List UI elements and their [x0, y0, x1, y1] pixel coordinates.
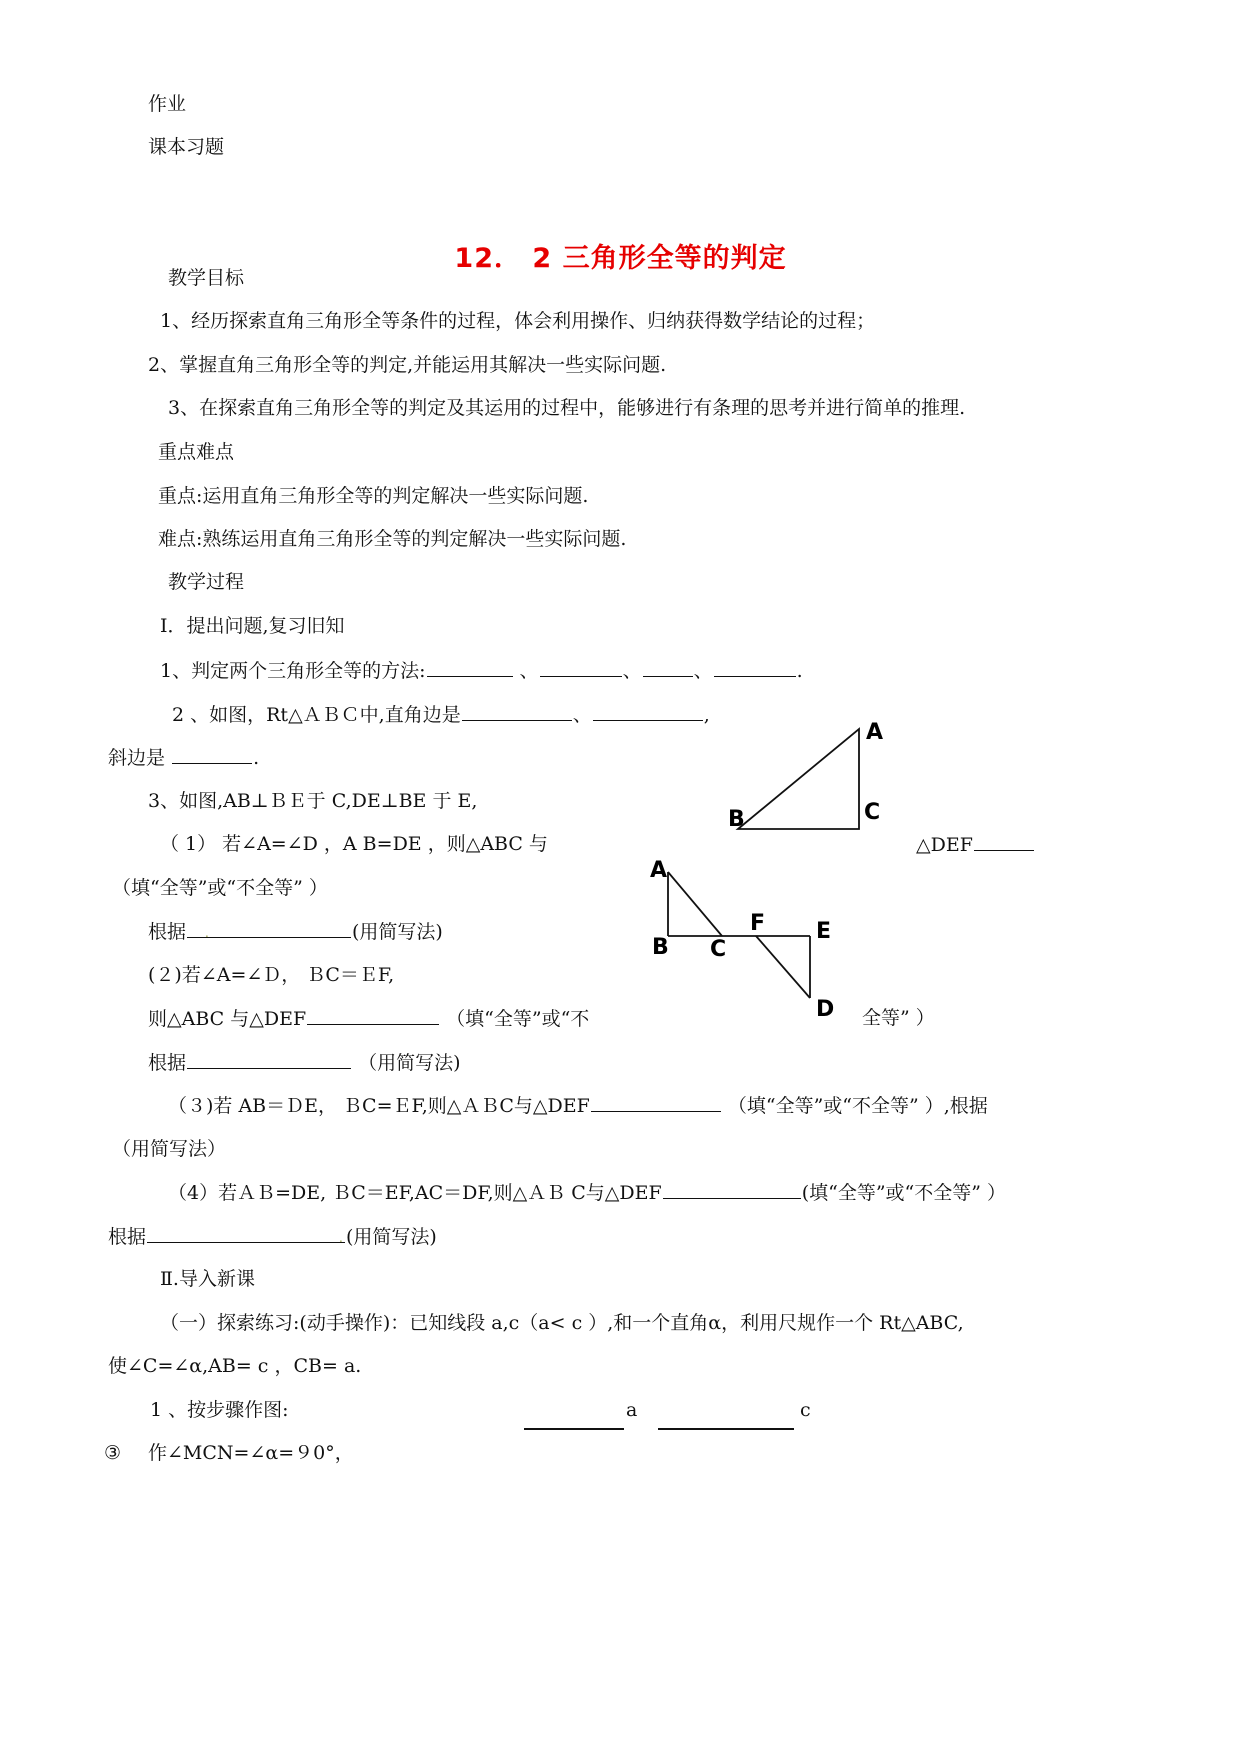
- answer-blank: [172, 745, 252, 764]
- objective-item-3: 3、在探索直角三角形全等的判定及其运用的过程中，能够进行有条理的思考并进行简单的推理.: [168, 397, 966, 419]
- hypotenuse-label: 斜边是: [108, 747, 166, 769]
- abbr-hint-3: （用简写法）: [112, 1138, 227, 1160]
- question-3-2-prefix: 则△ABC 与△DEF: [148, 1008, 307, 1030]
- answer-blank: [663, 1180, 801, 1199]
- key-point: 重点:运用直角三角形全等的判定解决一些实际问题.: [158, 485, 589, 507]
- question-3-3: [168, 1093, 988, 1118]
- segment-a-label: a: [626, 1399, 638, 1421]
- fill-hint-2-end: 全等” ）: [862, 1007, 935, 1029]
- vertex-label-a: A: [866, 720, 884, 745]
- answer-blank: [974, 832, 1034, 851]
- explore-text-2: 使∠C=∠α,AB= c ，CB= a.: [108, 1355, 362, 1377]
- fill-hint-3: （填“全等”或“不全等” ）,根据: [727, 1095, 988, 1117]
- question-3-4: [168, 1180, 1006, 1205]
- answer-blank: [462, 702, 572, 721]
- answer-blank: [187, 1050, 351, 1069]
- textbook-exercises-label: 课本习题: [148, 136, 225, 158]
- question-3-1-text: （ 1） 若∠A=∠D ，A B=DE ，则△ABC 与: [160, 833, 548, 855]
- segment-ac: [668, 872, 722, 936]
- question-3-2-basis: [148, 1050, 460, 1075]
- section-1-heading: Ⅰ．提出问题,复习旧知: [160, 615, 345, 637]
- vertex-label-c: C: [864, 800, 881, 825]
- page-title: 12． 2 三角形全等的判定: [454, 243, 787, 274]
- segment-fd: [756, 936, 810, 998]
- question-1: 1、判定两个三角形全等的方法: 、 、 、 .: [160, 660, 803, 682]
- objective-item-2: 2、掌握直角三角形全等的判定,并能运用其解决一些实际问题.: [148, 354, 667, 376]
- difficulty-point: 难点:熟练运用直角三角形全等的判定解决一些实际问题.: [158, 528, 627, 550]
- vertex-label-e: E: [816, 919, 832, 944]
- vertex-label-c: C: [710, 937, 727, 962]
- answer-blank: [427, 658, 513, 677]
- section-2-heading: Ⅱ.导入新课: [160, 1268, 255, 1290]
- question-3-intro: 3、如图,AB⊥ＢＥ于 C,DE⊥BE 于 E,: [148, 790, 478, 812]
- vertex-label-d: D: [816, 997, 835, 1022]
- question-2: 2 、如图，Rt△ＡＢＣ中,直角边是 、 ,: [172, 704, 710, 726]
- question-2-hypotenuse: 斜边是 .: [108, 747, 260, 769]
- basis-label: 根据: [148, 921, 187, 943]
- vertex-label-a: A: [650, 858, 668, 883]
- basis-label: 根据: [148, 1052, 187, 1074]
- segment-c: [658, 1428, 794, 1430]
- step-make-angle: 作∠MCN=∠α=９0°，: [148, 1442, 354, 1464]
- question-2-text: 2 、如图，Rt△ＡＢＣ中,直角边是: [172, 704, 461, 726]
- homework-label: 作业: [148, 93, 187, 115]
- answer-blank: [307, 1006, 439, 1025]
- answer-blank: [643, 658, 693, 677]
- triangle-abc: [738, 729, 859, 829]
- answer-blank: [714, 658, 796, 677]
- fill-hint-1: （填“全等”或“不全等” ）: [112, 877, 328, 899]
- question-3-1-blank: [916, 832, 1035, 857]
- question-3-1-basis: [148, 919, 443, 944]
- fill-hint-2: （填“全等”或“不: [446, 1008, 590, 1030]
- step-circle-number: ③: [104, 1442, 122, 1464]
- figure-two-triangles: [640, 850, 850, 1030]
- question-1-text: 1、判定两个三角形全等的方法:: [160, 660, 426, 682]
- abbr-hint: (用简写法): [352, 921, 443, 943]
- objective-item-1: 1、经历探索直角三角形全等条件的过程，体会利用操作、归纳获得数学结论的过程；: [160, 310, 876, 332]
- segment-a: [524, 1428, 624, 1430]
- question-3-3-text: （３)若 AB＝ＤE， ＢC=ＥF,则△ＡＢC与△DEF: [168, 1095, 590, 1117]
- vertex-label-b: B: [652, 935, 669, 960]
- answer-blank: [591, 1093, 721, 1112]
- objectives-heading: 教学目标: [168, 267, 245, 289]
- abbr-hint: (用简写法): [346, 1226, 437, 1248]
- basis-label: 根据: [108, 1226, 147, 1248]
- question-3-4-text: （4）若ＡＢ=DE, ＢC＝EF,AC＝DF,则△ＡＢ C与△DEF: [168, 1182, 662, 1204]
- vertex-label-b: B: [728, 807, 745, 832]
- abbr-hint: （用简写法): [358, 1052, 461, 1074]
- vertex-label-f: F: [750, 911, 766, 936]
- question-3-4-basis: [108, 1224, 437, 1249]
- answer-blank: [593, 702, 703, 721]
- key-points-heading: 重点难点: [158, 441, 235, 463]
- answer-blank: .: [147, 1224, 345, 1243]
- answer-blank: .: [187, 919, 351, 938]
- fill-hint-4: (填“全等”或“不全等” ）: [801, 1182, 1007, 1204]
- segment-c-label: c: [800, 1399, 811, 1421]
- figure-right-triangle: [700, 712, 900, 842]
- triangle-def-label: △DEF: [916, 834, 973, 856]
- step-1-text: 1 、按步骤作图:: [150, 1399, 289, 1421]
- question-3-2-text: (２)若∠A=∠Ｄ， ＢC＝ＥF,: [148, 964, 395, 986]
- explore-text: （一）探索练习:(动手操作)：已知线段 a,c（a< c ）,和一个直角α，利用尺规作一个 Rt△ABC,: [160, 1312, 964, 1334]
- question-3-2-line: [148, 1006, 589, 1031]
- process-heading: 教学过程: [168, 571, 245, 593]
- answer-blank: [540, 658, 622, 677]
